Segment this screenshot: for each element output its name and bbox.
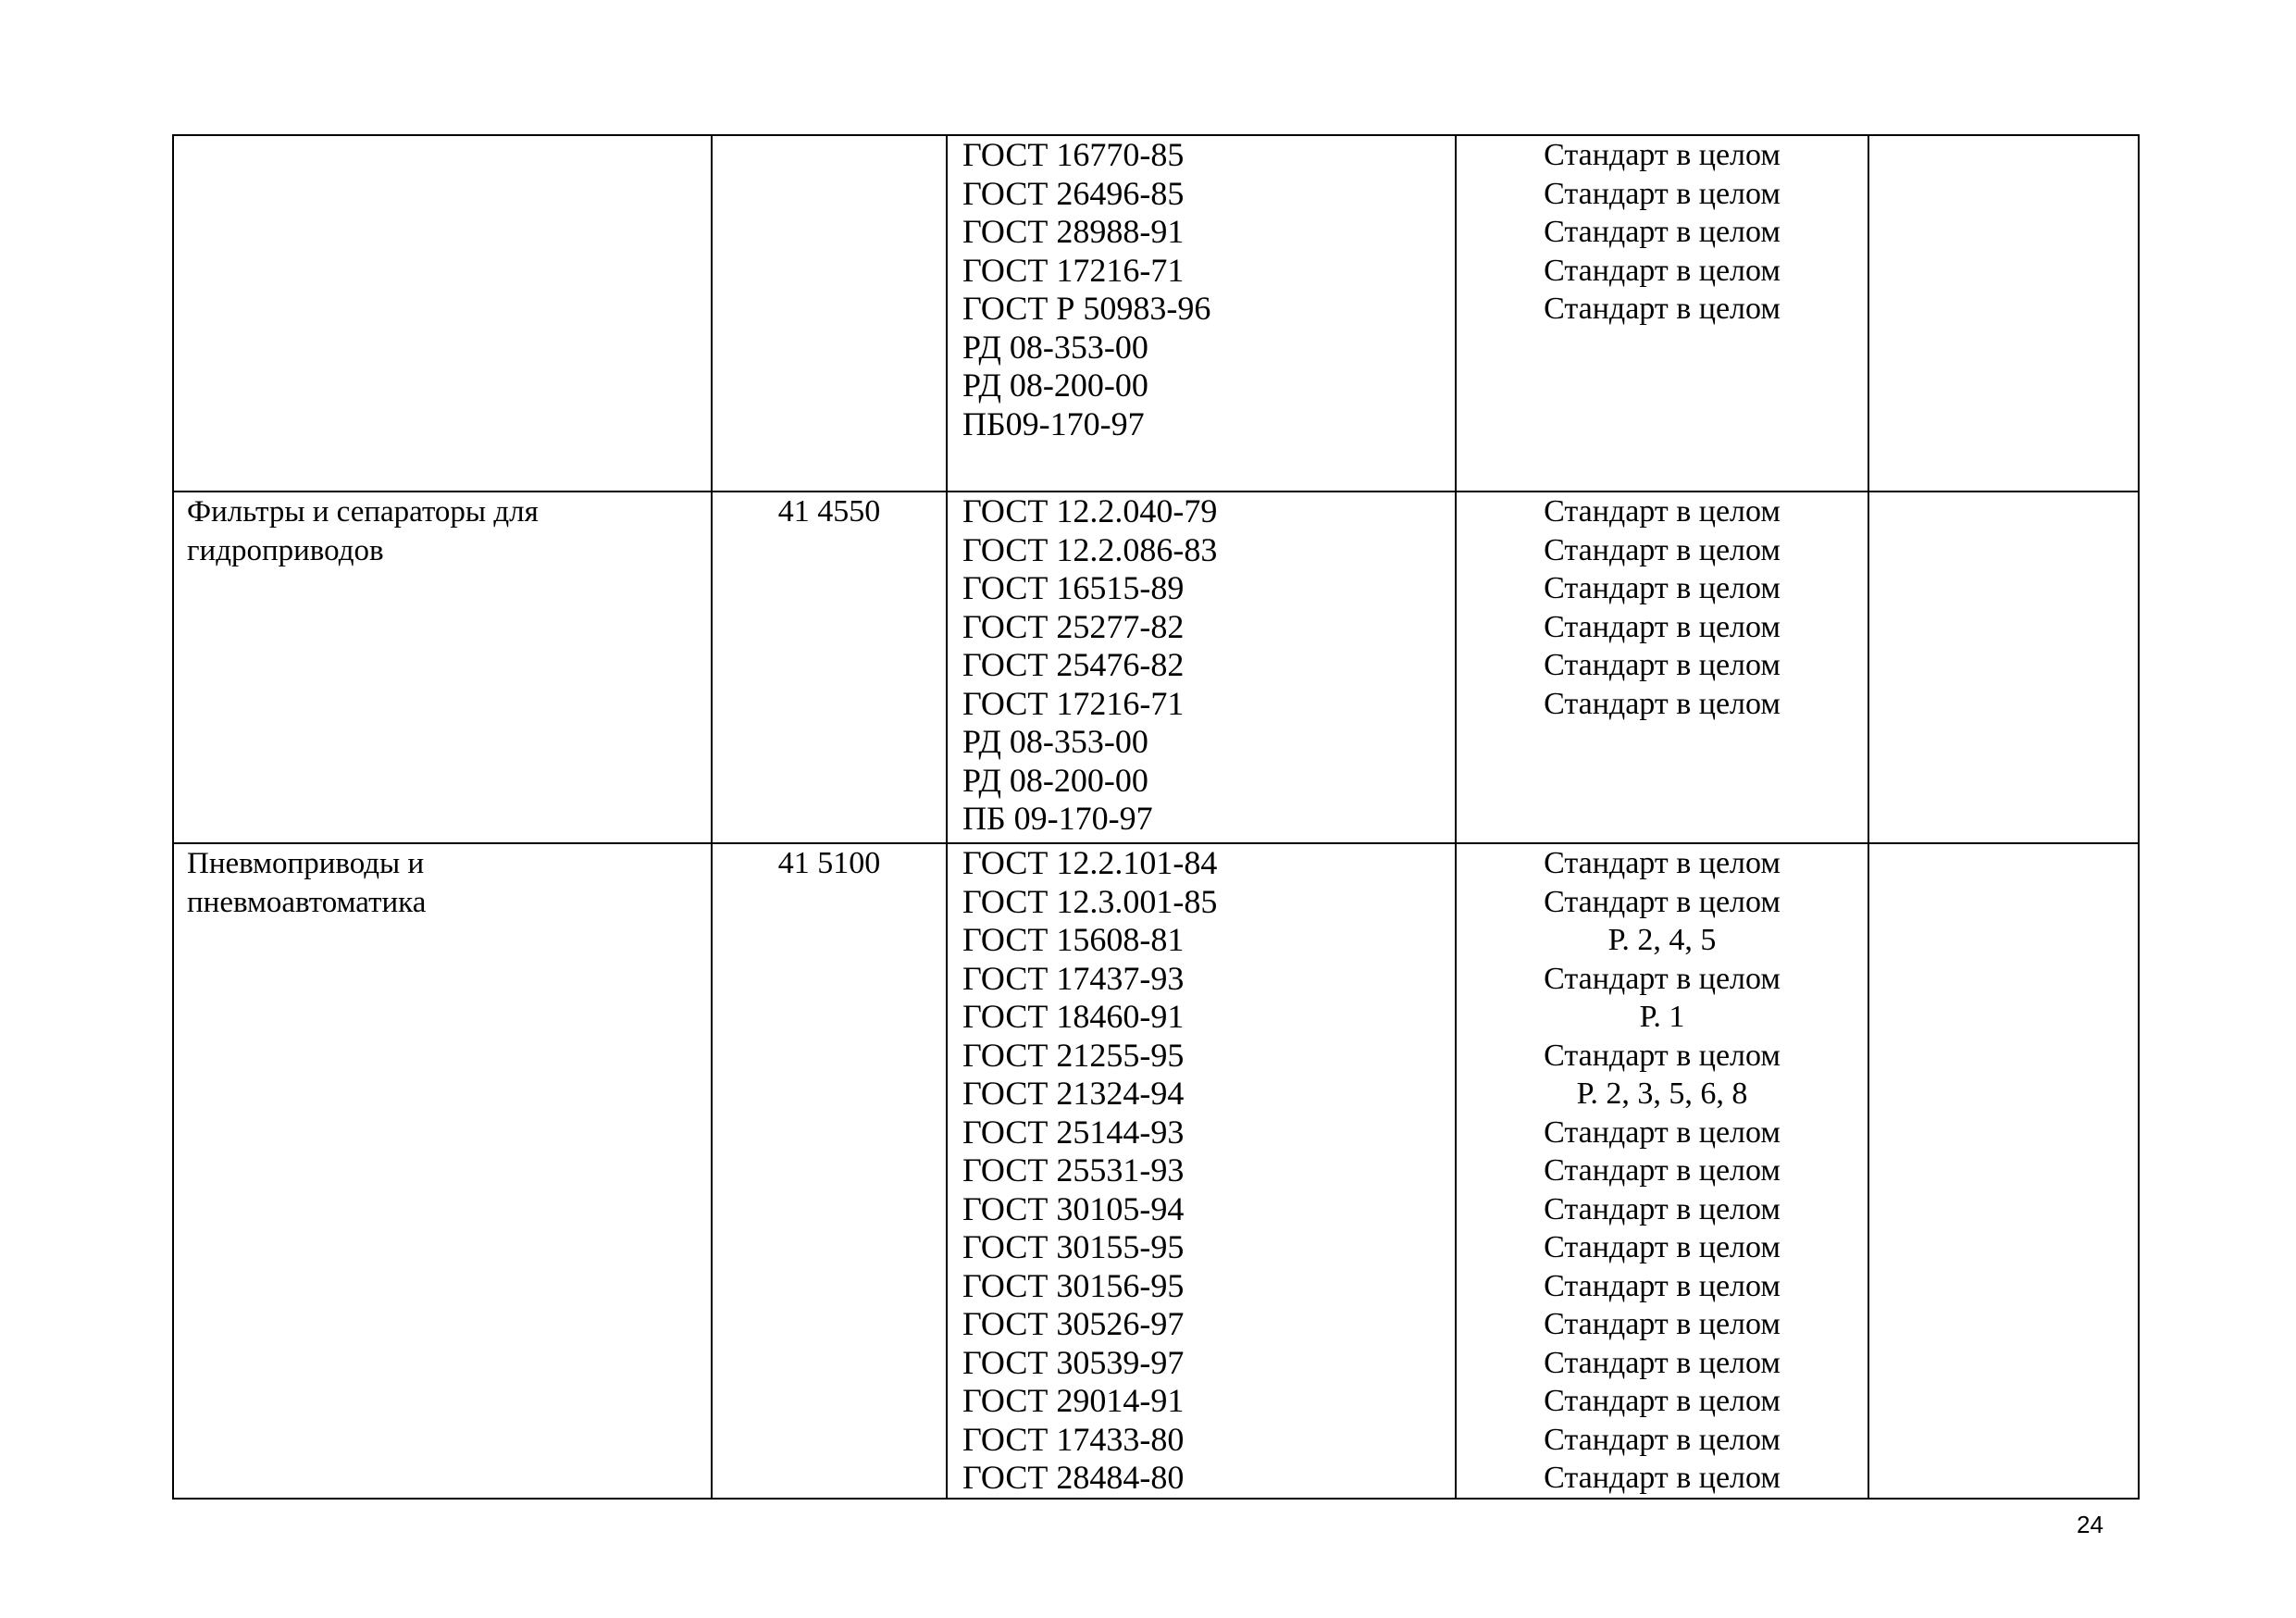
- product-name-cell: [173, 492, 712, 843]
- standards-cell: [947, 843, 1456, 1499]
- standards-cell-line: ГОСТ 29014-91: [962, 1382, 1185, 1419]
- standards-table: [172, 134, 2140, 1500]
- scope-cell-line: Стандарт в целом: [1544, 1153, 1781, 1188]
- scope-cell-line: Стандарт в целом: [1544, 961, 1781, 996]
- product-name-cell-line: Фильтры и сепараторы для: [187, 495, 539, 529]
- standards-cell-line: ГОСТ 21324-94: [962, 1075, 1185, 1112]
- standards-cell-line: ГОСТ 25476-82: [962, 646, 1185, 683]
- standards-cell-line: ГОСТ 30156-95: [962, 1266, 1185, 1304]
- standards-cell-line: ГОСТ 21255-95: [962, 1036, 1185, 1074]
- scope-cell-line: Стандарт в целом: [1544, 884, 1781, 919]
- standards-cell-line: ГОСТ 16770-85: [962, 136, 1185, 173]
- notes-cell: [1868, 492, 2139, 843]
- table-body: [173, 135, 2139, 1499]
- standards-cell-line: ГОСТ 17216-71: [962, 251, 1185, 289]
- standards-cell-line: ГОСТ 28988-91: [962, 213, 1185, 250]
- standards-cell-line: ПБ09-170-97: [962, 404, 1145, 442]
- scope-cell-line: Р. 1: [1639, 1000, 1685, 1034]
- standards-cell-line: ГОСТ 30539-97: [962, 1343, 1185, 1381]
- scope-cell-line: Стандарт в целом: [1544, 1345, 1781, 1380]
- standards-cell: [947, 135, 1456, 492]
- notes-cell: [1868, 135, 2139, 492]
- scope-cell-line: Р. 2, 4, 5: [1607, 923, 1717, 957]
- product-code-cell: [712, 135, 947, 492]
- scope-cell-line: Стандарт в целом: [1544, 1230, 1781, 1264]
- product-name-cell-line: Пневмоприводы и: [187, 847, 425, 880]
- standards-cell-line: ГОСТ 16515-89: [962, 569, 1185, 606]
- scope-cell-line: Стандарт в целом: [1544, 176, 1781, 211]
- scope-cell-line: Стандарт в целом: [1544, 292, 1781, 326]
- scope-cell-line: Стандарт в целом: [1544, 846, 1781, 880]
- scope-cell-line: Стандарт в целом: [1544, 253, 1781, 288]
- scope-cell-line: Стандарт в целом: [1544, 494, 1781, 529]
- scope-cell-line: Р. 2, 3, 5, 6, 8: [1576, 1077, 1748, 1111]
- scope-cell: [1456, 843, 1868, 1499]
- product-name-cell: [173, 843, 712, 1499]
- table-row: [173, 843, 2139, 1499]
- standards-cell-line: РД 08-200-00: [962, 367, 1148, 404]
- standards-cell-line: ГОСТ 17433-80: [962, 1420, 1185, 1458]
- product-code: 41 5100: [777, 846, 881, 880]
- standards-cell-line: ГОСТ 30155-95: [962, 1228, 1185, 1265]
- scope-cell-line: Стандарт в целом: [1544, 609, 1781, 644]
- standards-cell-line: ГОСТ 18460-91: [962, 998, 1185, 1035]
- standards-cell-line: ГОСТ 12.2.101-84: [962, 844, 1218, 881]
- standards-cell-line: ГОСТ 17437-93: [962, 959, 1185, 997]
- standards-cell: [947, 492, 1456, 843]
- scope-cell-line: Стандарт в целом: [1544, 215, 1781, 249]
- scope-cell: [1456, 492, 1868, 843]
- scope-cell-line: Стандарт в целом: [1544, 648, 1781, 682]
- product-code-cell: [712, 843, 947, 1499]
- product-name-cell-line: пневмоавтоматика: [187, 886, 427, 919]
- scope-cell-line: Стандарт в целом: [1544, 1422, 1781, 1457]
- standards-cell-line: РД 08-200-00: [962, 761, 1148, 799]
- notes-cell: [1868, 843, 2139, 1499]
- product-code-cell: [712, 492, 947, 843]
- standards-cell-line: ГОСТ 30105-94: [962, 1189, 1185, 1227]
- product-code: 41 4550: [777, 494, 881, 529]
- standards-table-wrapper: [172, 134, 2138, 1500]
- standards-cell-line: ГОСТ 12.2.040-79: [962, 492, 1218, 529]
- scope-cell-line: Стандарт в целом: [1544, 138, 1781, 172]
- product-name-cell-line: гидроприводов: [187, 534, 384, 567]
- scope-cell-line: Стандарт в целом: [1544, 1038, 1781, 1073]
- standards-cell-line: ГОСТ 12.2.086-83: [962, 530, 1218, 568]
- standards-cell-line: ГОСТ 28484-80: [962, 1459, 1185, 1496]
- page-number: 24: [2077, 1511, 2104, 1538]
- scope-cell-line: Стандарт в целом: [1544, 1307, 1781, 1341]
- scope-cell-line: Стандарт в целом: [1544, 1461, 1781, 1495]
- standards-cell-line: ГОСТ 25277-82: [962, 607, 1185, 645]
- scope-cell-line: Стандарт в целом: [1544, 1114, 1781, 1150]
- table-row: [173, 135, 2139, 492]
- product-name-cell: [173, 135, 712, 492]
- standards-cell-line: ГОСТ 17216-71: [962, 684, 1185, 722]
- standards-cell-line: РД 08-353-00: [962, 723, 1148, 760]
- standards-cell-line: ГОСТ Р 50983-96: [962, 290, 1211, 327]
- table-row: [173, 492, 2139, 843]
- scope-cell-line: Стандарт в целом: [1544, 1384, 1781, 1418]
- standards-cell-line: ГОСТ 12.3.001-85: [962, 882, 1218, 920]
- standards-cell-line: РД 08-353-00: [962, 328, 1148, 366]
- scope-cell-line: Стандарт в целом: [1544, 1191, 1781, 1226]
- product-code: [713, 136, 946, 175]
- standards-cell-line: ГОСТ 30526-97: [962, 1305, 1185, 1342]
- scope-cell-line: Стандарт в целом: [1544, 571, 1781, 605]
- scope-cell: [1456, 135, 1868, 492]
- standards-cell-line: ГОСТ 26496-85: [962, 174, 1185, 212]
- standards-cell-line: ГОСТ 25144-93: [962, 1113, 1185, 1151]
- standards-cell-line: ГОСТ 15608-81: [962, 921, 1185, 958]
- scope-cell-line: Стандарт в целом: [1544, 1268, 1781, 1303]
- scope-cell-line: Стандарт в целом: [1544, 686, 1781, 721]
- standards-cell-line: ГОСТ 25531-93: [962, 1151, 1185, 1189]
- scope-cell-line: Стандарт в целом: [1544, 532, 1781, 567]
- standards-cell-line: ПБ 09-170-97: [962, 800, 1153, 837]
